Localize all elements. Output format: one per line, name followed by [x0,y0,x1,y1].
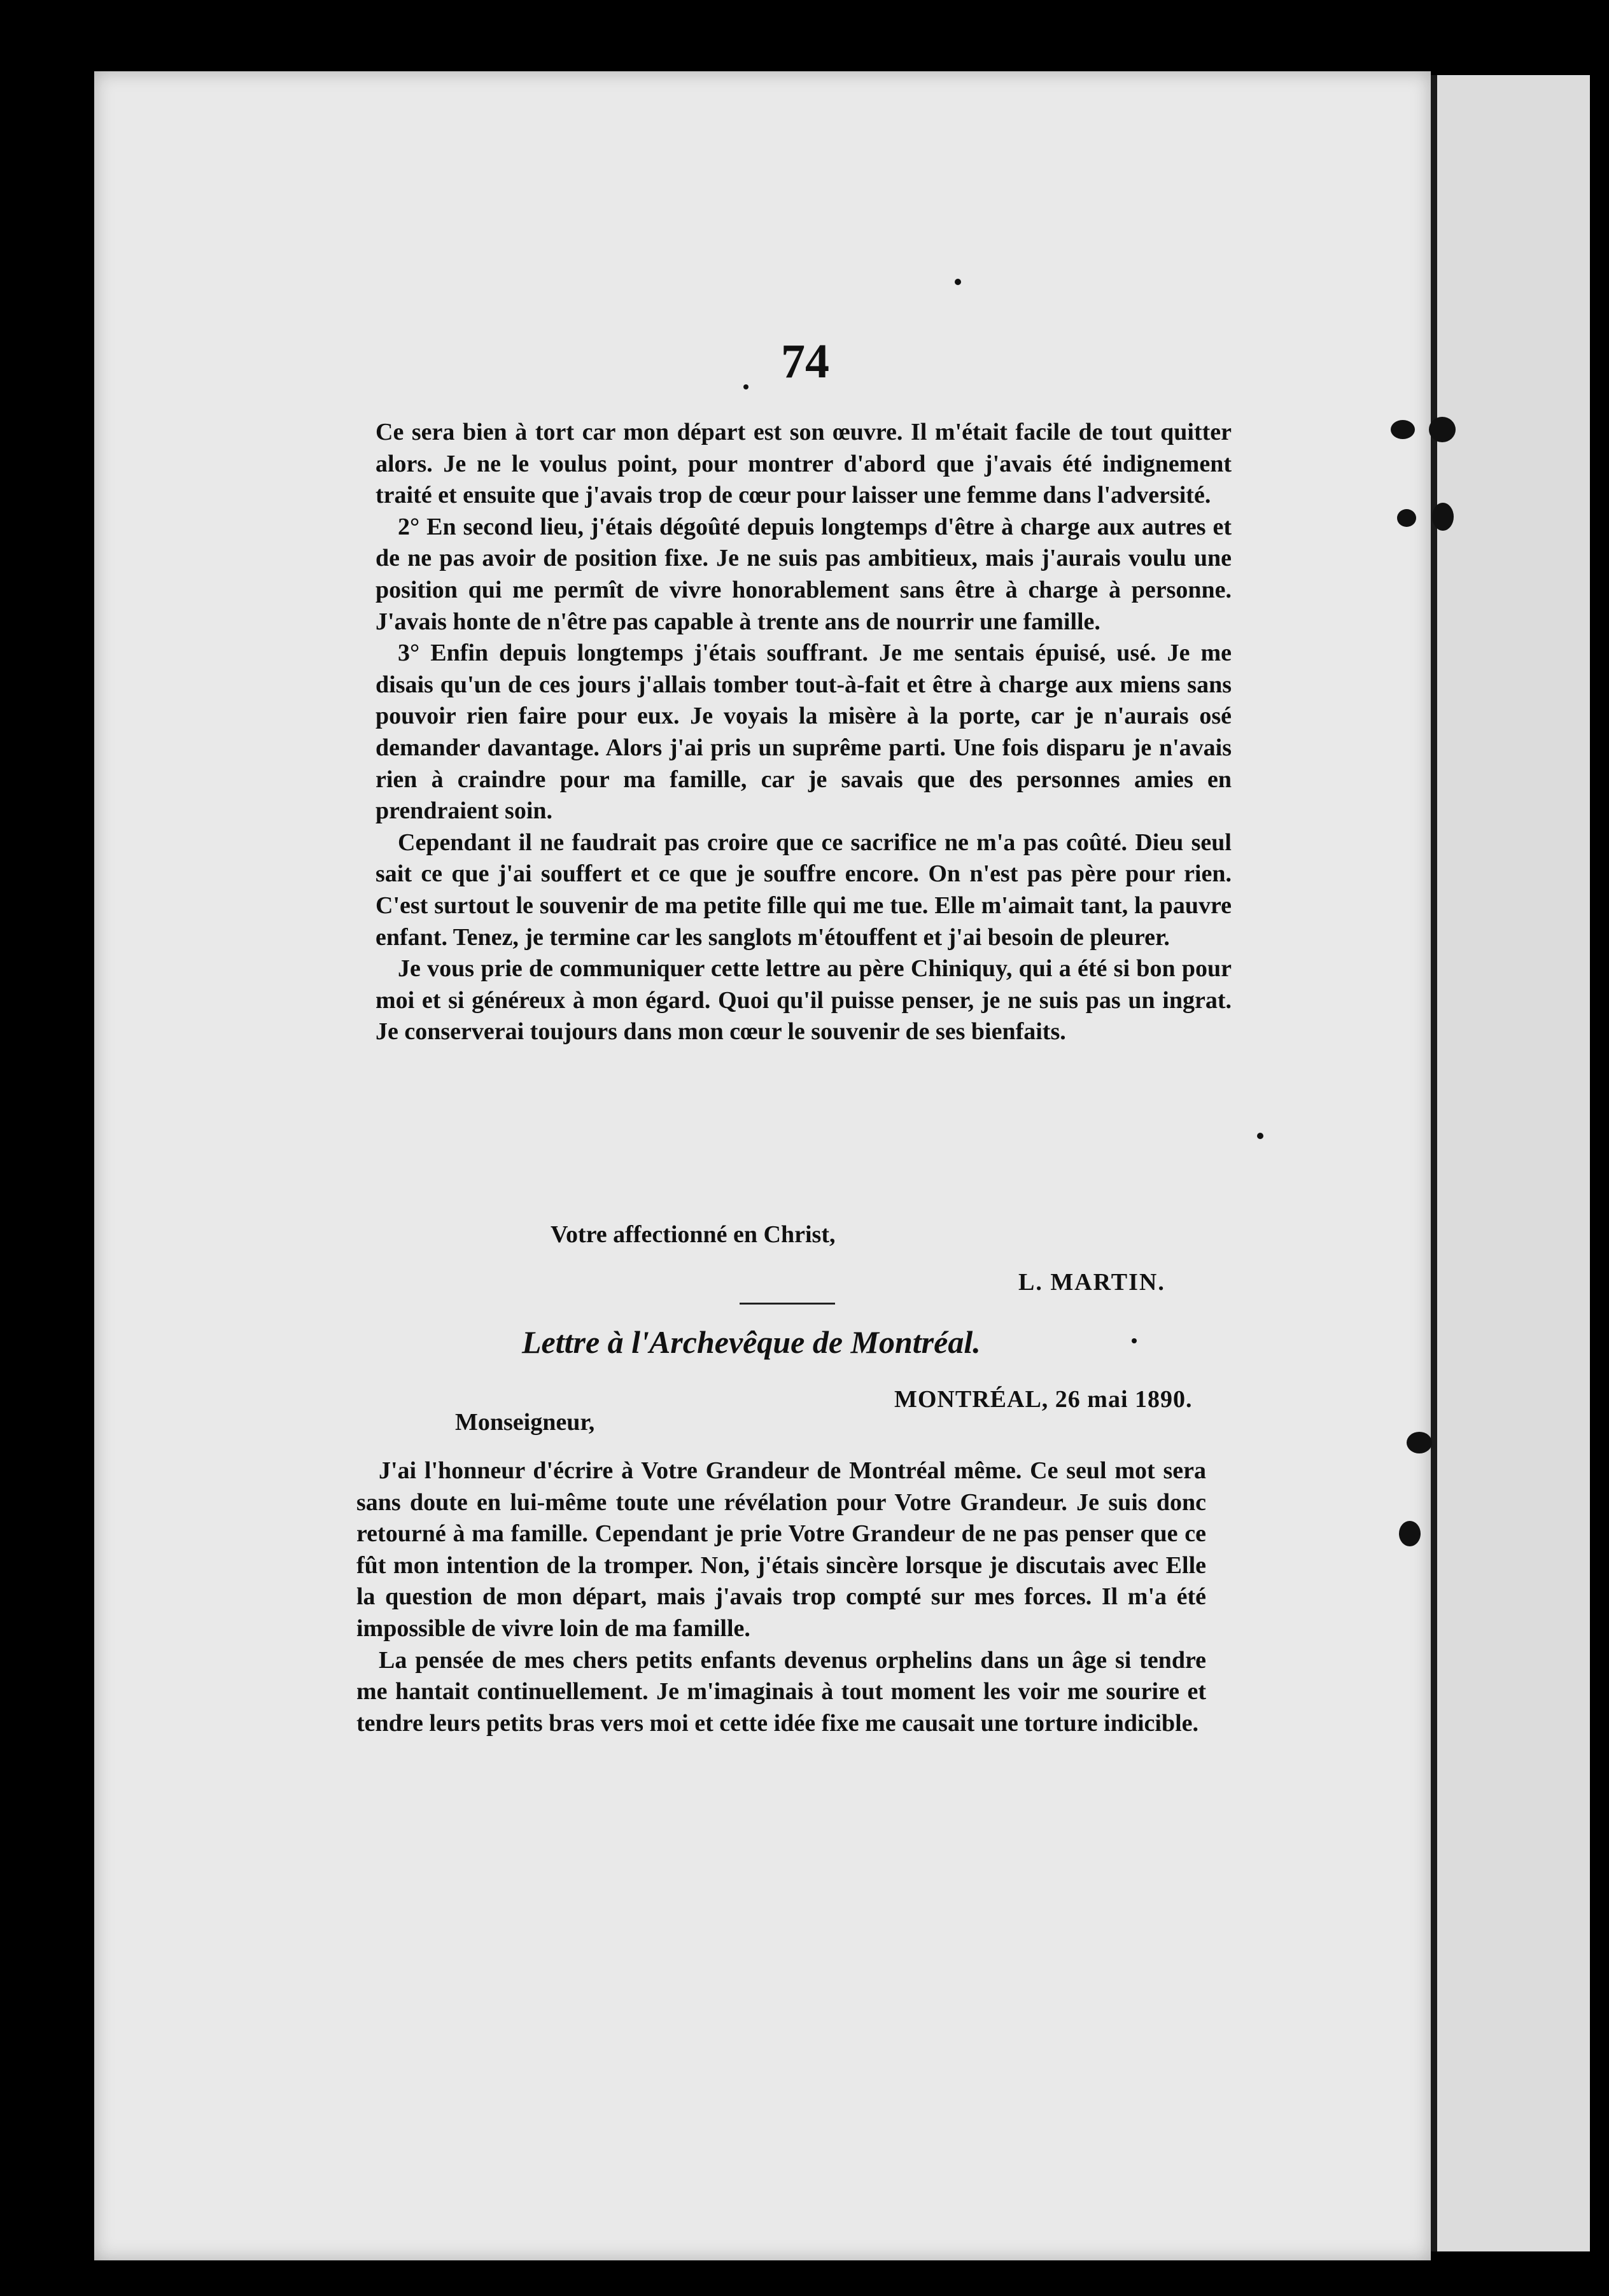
section-divider [740,1303,835,1305]
closing-line: Votre affectionné en Christ, [551,1221,836,1248]
salutation: Monseigneur, [455,1409,595,1436]
paragraph: Je vous prie de communiquer cette lettre au père Chiniquy, qui a été si bon pour moi et si généreux à mon égard. Quoi qu'il puisse penser, je ne suis pas un ingrat. Je conserverai toujours dans mon cœur le souvenir de ses bienfaits. [376,955,1232,1046]
paragraph: J'ai l'honneur d'écrire à Votre Grandeur de Montréal même. Ce seul mot sera sans doute en lui-même toute une révélation pour Votre Grandeur. Je suis donc retourné à ma famille. Cependant je prie Votre Grandeur de ne pas penser que ce fût mon intention de la tromper. Non, j'étais sincère lorsque je discutais avec Elle la question de mon départ, mais j'avais trop compté sur mes forces. Il m'a été impossible de vivre loin de ma famille. [356,1457,1206,1642]
continuation-text [376,417,1232,1048]
letter-heading: Lettre à l'Archevêque de Montréal. [522,1324,981,1360]
book-page [94,71,1431,2260]
paragraph: 3° Enfin depuis longtemps j'étais souffrant. Je me sentais épuisé, usé. Je me disais qu'un de ces jours j'allais tomber tout-à-fait et être à charge aux miens sans pouvoir rien faire pour eux. Je voyais la misère à la porte, car je n'aurais osé demander davantage. Alors j'ai pris un suprême parti. Une fois disparu je n'avais rien à craindre pour ma famille, car je savais que des personnes amies en prendraient soin. [376,640,1232,825]
paragraph: La pensée de mes chers petits enfants devenus orphelins dans un âge si tendre me hantait continuellement. Je m'imaginais à tout moment les voir me sourire et tendre leurs petits bras vers moi et cette idée fixe me causait une torture indicible. [356,1646,1206,1737]
page-number: 74 [781,335,829,388]
paragraph: Cependant il ne faudrait pas croire que ce sacrifice ne m'a pas coûté. Dieu seul sait ce que j'ai souffert et ce que je souffre encore. On n'est pas père pour rien. C'est surtout le souvenir de ma petite fille qui me tue. Elle m'aimait tant, la pauvre enfant. Tenez, je termine car les sanglots m'étouffent et j'ai besoin de pleurer. [376,829,1232,951]
signature: L. MARTIN. [1018,1269,1165,1296]
letter-text [356,1455,1206,1739]
paragraph: 2° En second lieu, j'étais dégoûté depuis longtemps d'être à charge aux autres et de ne pas avoir de position fixe. Je ne suis pas ambitieux, mais j'aurais voulu une position qui me permît de vivre honorablement sans être à charge à personne. J'avais honte de n'être pas capable à trente ans de nourrir une famille. [376,513,1232,635]
adjacent-page-edge [1431,75,1590,2251]
dateline: MONTRÉAL, 26 mai 1890. [894,1386,1193,1413]
paragraph: Ce sera bien à tort car mon départ est son œuvre. Il m'était facile de tout quitter alors. Je ne le voulus point, pour montrer d'abord que j'avais été indignement traité et ensuite que j'avais trop de cœur pour laisser une femme dans l'adversité. [376,419,1232,509]
